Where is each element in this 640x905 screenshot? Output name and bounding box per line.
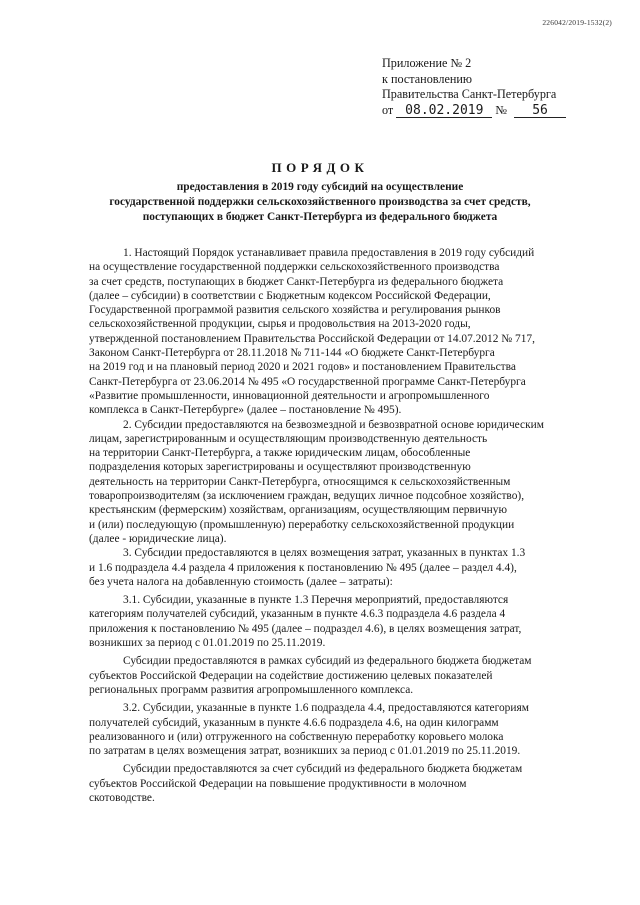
paragraph-3: 3. Субсидии предоставляются в целях возмещения затрат, указанных в пунктах 1.3 и 1.6 подраздела 4.4 раздела 4 приложения к постановлению № 495 (далее – раздел 4.4), без учета налога на добавленную стоимость (далее – затраты): [89,547,526,588]
document-code: 226042/2019-1532(2) [542,18,612,27]
title-block [40,160,600,226]
paragraph-1: 1. Настоящий Порядок устанавливает правила предоставления в 2019 году субсидий на осуществление государственной поддержки сельскохозяйственного производства за счет средств, поступающих в бюджет Санкт-Петербурга из федерального бюджета (далее – субсидии) в соответствии с Бюджетным кодексом Российской Федерации, Государственной программой развития сельского хозяйства и регулирования рынков сельскохозяйственной продукции, сырья и продовольствия на 2013-2020 годы, утвержденной постановлением Правительства Российской Федерации от 14.07.2012 № 717, Законом Санкт-Петербурга от 28.11.2018 № 711-144 «О бюджете Санкт-Петербурга на 2019 год и на плановый период 2020 и 2021 годов» и постановлением Правительства Санкт-Петербурга от 23.06.2014 № 495 «О государственной программе Санкт-Петербурга «Развитие промышленности, инновационной деятельности и агропромышленного комплекса в Санкт-Петербурге» (далее – постановление № 495). [89,247,535,417]
paragraph-2: 2. Субсидии предоставляются на безвозмездной и безвозвратной основе юридическим лицам, зарегистрированным и осуществляющим производственную деятельность на территории Санкт-Петербурга, а также юридическим лицам, обособленные подразделения которых зарегистрированы и осуществляют производственную деятельность на территории Санкт-Петербурга, относящимся к сельскохозяйственным товаропроизводителям (за исключением граждан, ведущих личное подсобное хозяйство), крестьянским (фермерским) хозяйствам, организациям, осуществляющим первичную и (или) последующую (промышленную) переработку сельскохозяйственной продукции (далее - юридические лица). [89,418,544,545]
paragraph-3-1: 3.1. Субсидии, указанные в пункте 1.3 Перечня мероприятий, предоставляются категориям получателей субсидий, указанным в пункте 4.6.3 подраздела 4.6 раздела 4 приложения к постановлению № 495 (далее – подраздел 4.6), в целях возмещения затрат, возникших за период с 01.01.2019 по 25.11.2019. [89,594,522,650]
paragraph-3-1-note: Субсидии предоставляются в рамках субсидий из федерального бюджета бюджетам субъектов Российской Федерации на содействие достижению целевых показателей региональных программ развития агропромышленного комплекса. [89,655,532,696]
document-title: ПОРЯДОК [271,160,369,175]
paragraph-3-2-note: Субсидии предоставляются за счет субсидий из федерального бюджета бюджетам субъектов Российской Федерации на повышение продуктивности в молочном скотоводстве. [89,763,523,804]
resolution-date: 08.02.2019 [396,104,492,118]
annex-line-government: Правительства Санкт-Петербурга [382,87,557,102]
document-subtitle: предоставления в 2019 году субсидий на осуществление государственной поддержки сельскохозяйственного производства за счет средств, поступающих в бюджет Санкт-Петербурга из федерального бюджета [109,181,531,224]
document-body [89,246,607,805]
annex-date-line [382,103,566,119]
annex-line-resolution: к постановлению [382,71,473,86]
annex-line-appendix: Приложение № 2 [382,56,472,70]
date-prefix: от [382,102,394,117]
number-prefix: № [495,102,507,117]
annex-header [382,56,566,118]
paragraph-3-2: 3.2. Субсидии, указанные в пункте 1.6 подраздела 4.4, предоставляются категориям получателей субсидий, указанным в пункте 4.6.6 подраздела 4.6, на один килограмм реализованного и (или) отгруженного на собственную переработку коровьего молока по затратам в целях возмещения затрат, возникших за период с 01.01.2019 по 25.11.2019. [89,702,529,758]
resolution-number: 56 [514,104,566,118]
